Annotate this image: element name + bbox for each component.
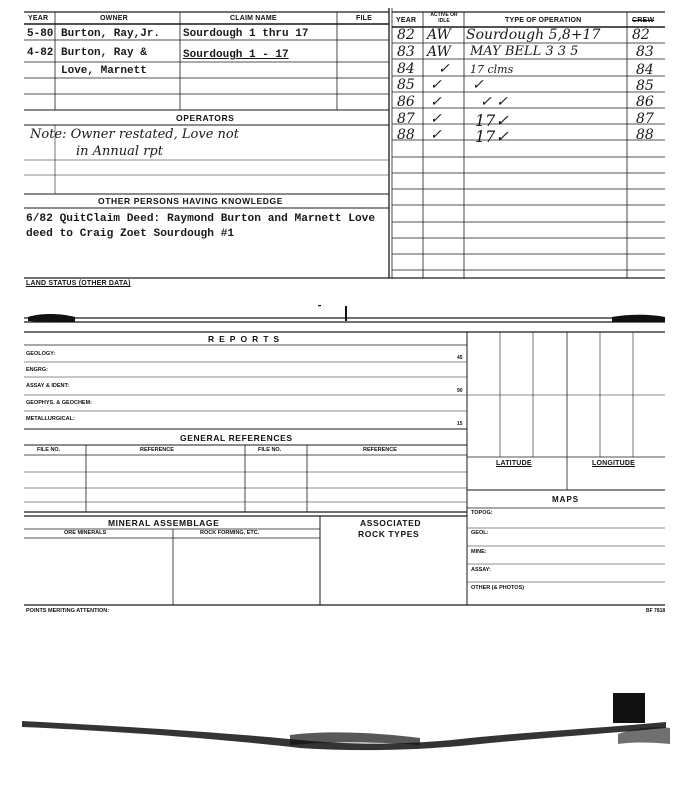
grid-number: 15 bbox=[457, 421, 463, 427]
operation-year: 87 bbox=[397, 111, 415, 127]
ore-minerals-header: ORE MINERALS bbox=[64, 530, 107, 536]
operation-year: 84 bbox=[397, 61, 415, 77]
operation-year: 86 bbox=[397, 94, 415, 110]
associated-rock-line1: ASSOCIATED bbox=[360, 518, 422, 528]
general-references-heading: GENERAL REFERENCES bbox=[180, 433, 293, 443]
active-idle-header: ACTIVE OR IDLE bbox=[430, 12, 458, 24]
operation-year: 83 bbox=[397, 44, 415, 60]
year-header-right: YEAR bbox=[396, 17, 417, 24]
report-geophys-label: GEOPHYS. & GEOCHEM: bbox=[26, 400, 93, 406]
report-metallurgical-label: METALLURGICAL: bbox=[26, 416, 75, 422]
file-no-header-2: FILE NO. bbox=[258, 447, 282, 453]
owner-row-owner: Burton, Ray & bbox=[61, 47, 147, 59]
other-persons-heading: OTHER PERSONS HAVING KNOWLEDGE bbox=[98, 196, 284, 206]
points-meriting-label: POINTS MERITING ATTENTION: bbox=[26, 608, 110, 614]
operation-year: 85 bbox=[397, 77, 415, 93]
rock-forming-header: ROCK FORMING, ETC. bbox=[200, 530, 260, 536]
owner-row-claim: Sourdough 1 thru 17 bbox=[183, 28, 309, 40]
reports-heading: REPORTS bbox=[208, 334, 285, 344]
claim-name-header: CLAIM NAME bbox=[230, 15, 277, 22]
file-header: FILE bbox=[356, 15, 372, 22]
report-assay-label: ASSAY & IDENT: bbox=[26, 383, 70, 389]
map-mine-label: MINE: bbox=[471, 549, 487, 555]
owner-row-year: 4-82 bbox=[27, 47, 54, 59]
year-header: YEAR bbox=[28, 15, 49, 22]
map-assay-label: ASSAY: bbox=[471, 567, 491, 573]
operation-crew: 87 bbox=[636, 111, 654, 127]
type-of-operation-header: TYPE OF OPERATION bbox=[505, 17, 582, 24]
grid-number: 45 bbox=[457, 355, 463, 361]
operation-year: 82 bbox=[397, 27, 415, 43]
operation-crew: 82 bbox=[632, 27, 650, 43]
report-engrg-label: ENGRG: bbox=[26, 367, 48, 373]
owner-header: OWNER bbox=[100, 15, 128, 22]
operators-note-line1: Note: Owner restated, Love not bbox=[30, 127, 239, 142]
operation-type: Sourdough 5,8+17 bbox=[466, 27, 601, 43]
reference-header: REFERENCE bbox=[140, 447, 174, 453]
maps-heading: MAPS bbox=[552, 495, 580, 504]
operation-crew: 88 bbox=[636, 127, 654, 143]
owner-row-year: 5-80 bbox=[27, 28, 54, 40]
operation-status: ✓ bbox=[430, 111, 442, 127]
reference-header-2: REFERENCE bbox=[363, 447, 397, 453]
owner-row-owner: Love, Marnett bbox=[61, 65, 147, 77]
land-status-label: LAND STATUS (OTHER DATA) bbox=[26, 280, 131, 287]
associated-rock-line2: ROCK TYPES bbox=[358, 529, 420, 539]
operation-type: ✓ ✓ bbox=[480, 94, 508, 110]
mineral-assemblage-heading: MINERAL ASSEMBLAGE bbox=[108, 518, 220, 528]
map-geol-label: GEOL: bbox=[471, 530, 489, 536]
operation-type: 17✓ bbox=[475, 111, 509, 130]
longitude-label: LONGITUDE bbox=[592, 460, 636, 467]
operation-status: ✓ bbox=[430, 94, 442, 110]
form-number: BF 7818 bbox=[646, 608, 666, 614]
owner-row-claim: Sourdough 1 - 17 bbox=[183, 49, 289, 61]
operation-year: 88 bbox=[397, 127, 415, 143]
operation-status: ✓ bbox=[438, 61, 450, 77]
operation-crew: 84 bbox=[636, 62, 654, 78]
operation-crew: 86 bbox=[636, 94, 654, 110]
operation-type: 17✓ bbox=[475, 127, 509, 146]
map-other-label: OTHER (& PHOTOS) bbox=[471, 585, 525, 591]
operation-status: ✓ bbox=[430, 127, 442, 143]
owner-row-owner: Burton, Ray,Jr. bbox=[61, 28, 161, 40]
operators-note-line2: in Annual rpt bbox=[76, 144, 163, 159]
operators-heading: OPERATORS bbox=[176, 113, 235, 123]
operation-type: MAY BELL 3 3 5 bbox=[470, 44, 579, 59]
latitude-label: LATITUDE bbox=[496, 460, 532, 467]
file-no-header: FILE NO. bbox=[37, 447, 61, 453]
operation-status: AW bbox=[427, 27, 451, 43]
other-persons-line1: 6/82 QuitClaim Deed: Raymond Burton and Marnett Love bbox=[26, 213, 376, 225]
report-geology-label: GEOLOGY: bbox=[26, 351, 56, 357]
operation-status: ✓ bbox=[430, 77, 442, 93]
operation-status: AW bbox=[427, 44, 451, 60]
operation-crew: 83 bbox=[636, 44, 654, 60]
crew-header: CREW bbox=[632, 17, 655, 24]
map-topog-label: TOPOG: bbox=[471, 510, 493, 516]
operation-crew: 85 bbox=[636, 78, 654, 94]
operation-type: 17 clms bbox=[470, 63, 514, 76]
other-persons-line2: deed to Craig Zoet Sourdough #1 bbox=[26, 228, 235, 240]
grid-number: 90 bbox=[457, 388, 463, 394]
operation-type: ✓ bbox=[472, 77, 484, 93]
